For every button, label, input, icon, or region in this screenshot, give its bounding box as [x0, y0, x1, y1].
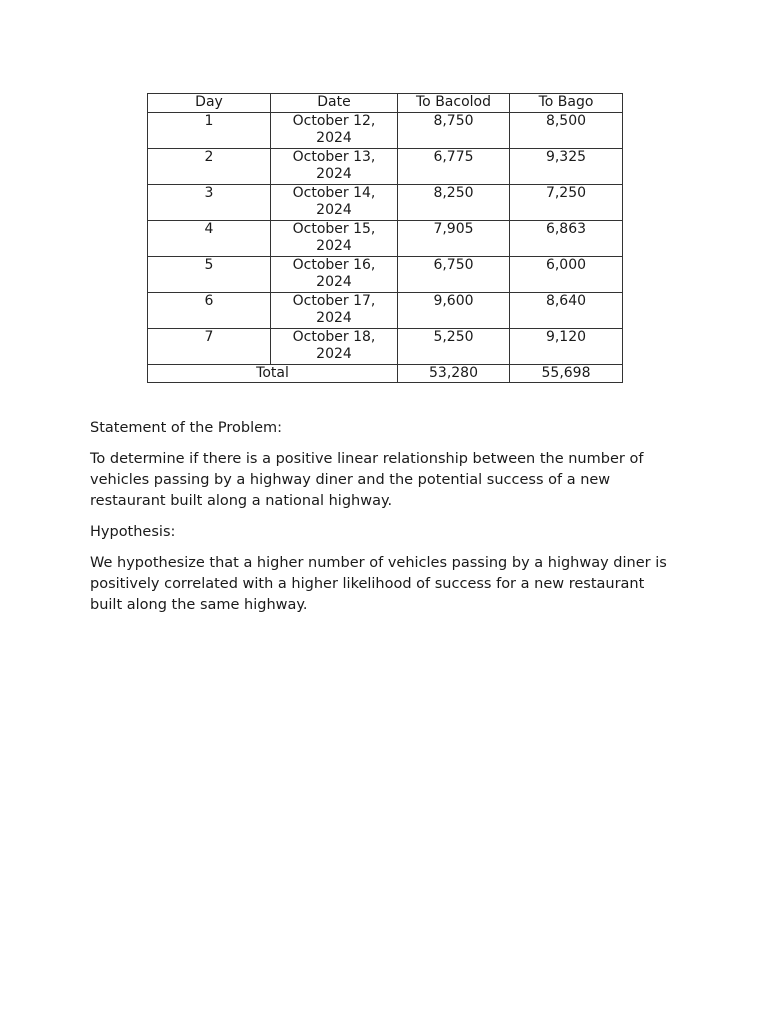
cell-to-bago: 6,000 — [510, 256, 623, 292]
date-line-2: 2024 — [316, 238, 352, 254]
cell-date — [271, 220, 398, 256]
cell-to-bacolod: 8,250 — [398, 184, 510, 220]
cell-to-bacolod: 9,600 — [398, 292, 510, 328]
date-line-2: 2024 — [316, 346, 352, 362]
cell-day: 2 — [148, 148, 271, 184]
table-row — [148, 112, 623, 148]
table-row — [148, 256, 623, 292]
cell-to-bacolod: 8,750 — [398, 112, 510, 148]
date-line-2: 2024 — [316, 310, 352, 326]
date-line-1: October 13, — [292, 148, 376, 165]
date-line-1: October 15, — [292, 220, 376, 237]
cell-to-bago: 9,120 — [510, 328, 623, 364]
table-row — [148, 292, 623, 328]
cell-day: 3 — [148, 184, 271, 220]
cell-to-bago: 7,250 — [510, 184, 623, 220]
cell-day: 6 — [148, 292, 271, 328]
header-to-bacolod: To Bacolod — [398, 94, 510, 113]
header-date: Date — [271, 94, 398, 113]
date-line-2: 2024 — [316, 274, 352, 290]
cell-to-bacolod: 5,250 — [398, 328, 510, 364]
table-row — [148, 148, 623, 184]
cell-to-bacolod: 7,905 — [398, 220, 510, 256]
date-line-2: 2024 — [316, 202, 352, 218]
total-label: Total — [148, 364, 398, 383]
cell-to-bacolod: 6,775 — [398, 148, 510, 184]
table-row — [148, 220, 623, 256]
statement-body: To determine if there is a positive linear relationship between the number of vehicles passing by a highway diner and the potential success of a new restaurant built along a national highway. — [90, 451, 644, 509]
date-line-1: October 17, — [292, 292, 376, 309]
cell-date — [271, 292, 398, 328]
cell-date — [271, 112, 398, 148]
header-day: Day — [148, 94, 271, 113]
date-line-1: October 12, — [292, 112, 376, 129]
cell-date — [271, 256, 398, 292]
cell-day: 4 — [148, 220, 271, 256]
table-total-row — [148, 364, 623, 383]
cell-day: 1 — [148, 112, 271, 148]
total-to-bacolod: 53,280 — [398, 364, 510, 383]
cell-date — [271, 148, 398, 184]
date-line-1: October 16, — [292, 256, 376, 273]
statement-heading: Statement of the Problem: — [90, 420, 283, 436]
date-line-1: October 14, — [292, 184, 376, 201]
cell-to-bacolod: 6,750 — [398, 256, 510, 292]
date-line-1: October 18, — [292, 328, 376, 345]
cell-day: 5 — [148, 256, 271, 292]
table-row — [148, 328, 623, 364]
date-line-2: 2024 — [316, 130, 352, 146]
hypothesis-heading: Hypothesis: — [90, 524, 176, 541]
header-to-bago: To Bago — [510, 94, 623, 113]
cell-to-bago: 6,863 — [510, 220, 623, 256]
table-header-row — [148, 94, 623, 113]
table-row — [148, 184, 623, 220]
vehicle-count-table — [147, 93, 623, 383]
cell-to-bago: 8,500 — [510, 112, 623, 148]
cell-date — [271, 328, 398, 364]
document-text — [90, 418, 680, 626]
cell-date — [271, 184, 398, 220]
cell-to-bago: 9,325 — [510, 148, 623, 184]
total-to-bago: 55,698 — [510, 364, 623, 383]
hypothesis-body: We hypothesize that a higher number of vehicles passing by a highway diner is positively correlated with a higher likelihood of success for a new restaurant built along the same highway. — [90, 555, 667, 614]
cell-day: 7 — [148, 328, 271, 364]
cell-to-bago: 8,640 — [510, 292, 623, 328]
date-line-2: 2024 — [316, 166, 352, 182]
